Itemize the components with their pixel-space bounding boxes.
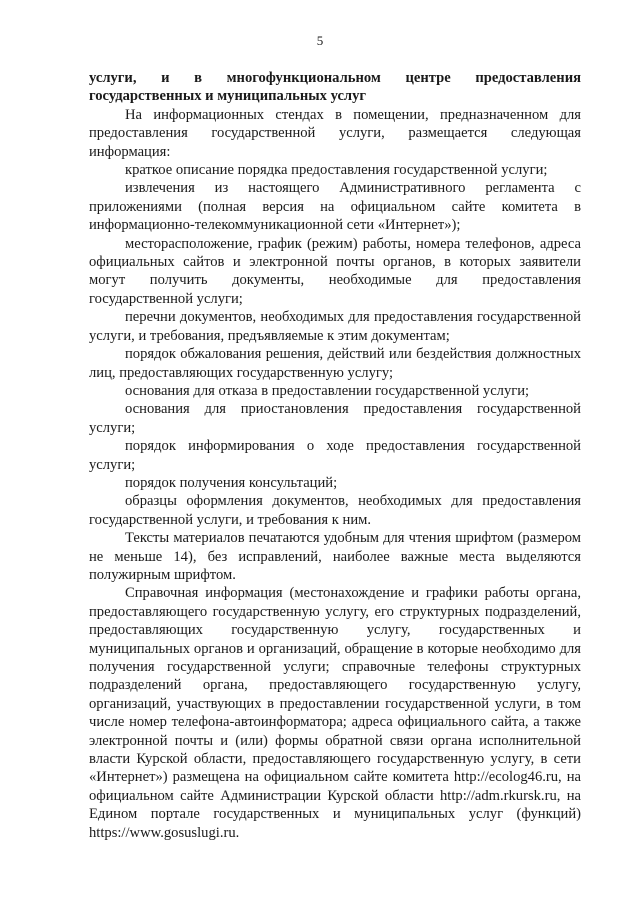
list-item: извлечения из настоящего Административного регламента с приложениями (полная версия на официальном сайте комитета в информационно-телекоммуникационной сети «Интернет»); — [89, 180, 581, 234]
list-item: месторасположение, график (режим) работы, номера телефонов, адреса официальных сайтов и электронной почты органов, в которых заявители могут получить документы, необходимые для предоставления государственной услуги; — [89, 235, 581, 307]
list-item: порядок информирования о ходе предоставления государственной услуги; — [89, 438, 581, 473]
document-body — [89, 69, 581, 842]
reference-info-paragraph: Справочная информация (местонахождение и графики работы органа, предоставляющего государственную услугу, его структурных подразделений, предоставляющих государственную услугу, государственных и муниципальных органов и организаций, обращение в которые необходимо для получения государственной услуги; справочные телефоны структурных подразделений органа, предоставляющего государственную услугу, организаций, участвующих в предоставлении государственной услуги, в том числе номер телефона-автоинформатора; адреса официального сайта, а также электронной почты и (или) формы обратной связи органа исполнительной власти Курской области, предоставляющего государственную услугу, в сети «Интернет») размещена на официальном сайте комитета http://ecolog46.ru, на официальном сайте Администрации Курской области http://adm.rkursk.ru, на Едином портале государственных и муниципальных услуг (функций) https://www.gosuslugi.ru. — [89, 585, 581, 841]
list-item: образцы оформления документов, необходимых для предоставления государственной услуги, и требования к ним. — [89, 493, 581, 528]
section-heading-continuation: услуги, и в многофункциональном центре предоставления государственных и муниципальных услуг — [89, 70, 581, 105]
list-item: краткое описание порядка предоставления государственной услуги; — [125, 162, 548, 179]
list-item: основания для отказа в предоставлении государственной услуги; — [125, 382, 530, 399]
page-number: 5 — [316, 33, 324, 48]
list-item: основания для приостановления предоставления государственной услуги; — [89, 401, 581, 436]
list-item: порядок получения консультаций; — [125, 474, 338, 491]
list-item: порядок обжалования решения, действий или бездействия должностных лиц, предоставляющих государственную услугу; — [89, 346, 581, 381]
font-requirements-paragraph: Тексты материалов печатаются удобным для чтения шрифтом (размером не меньше 14), без исправлений, наиболее важные места выделяются полужирным шрифтом. — [89, 530, 581, 583]
list-item: перечни документов, необходимых для предоставления государственной услуги, и требования, предъявляемые к этим документам; — [89, 309, 581, 344]
stand-intro-paragraph: На информационных стендах в помещении, предназначенном для предоставления государственной услуги, размещается следующая информация: — [89, 106, 581, 160]
